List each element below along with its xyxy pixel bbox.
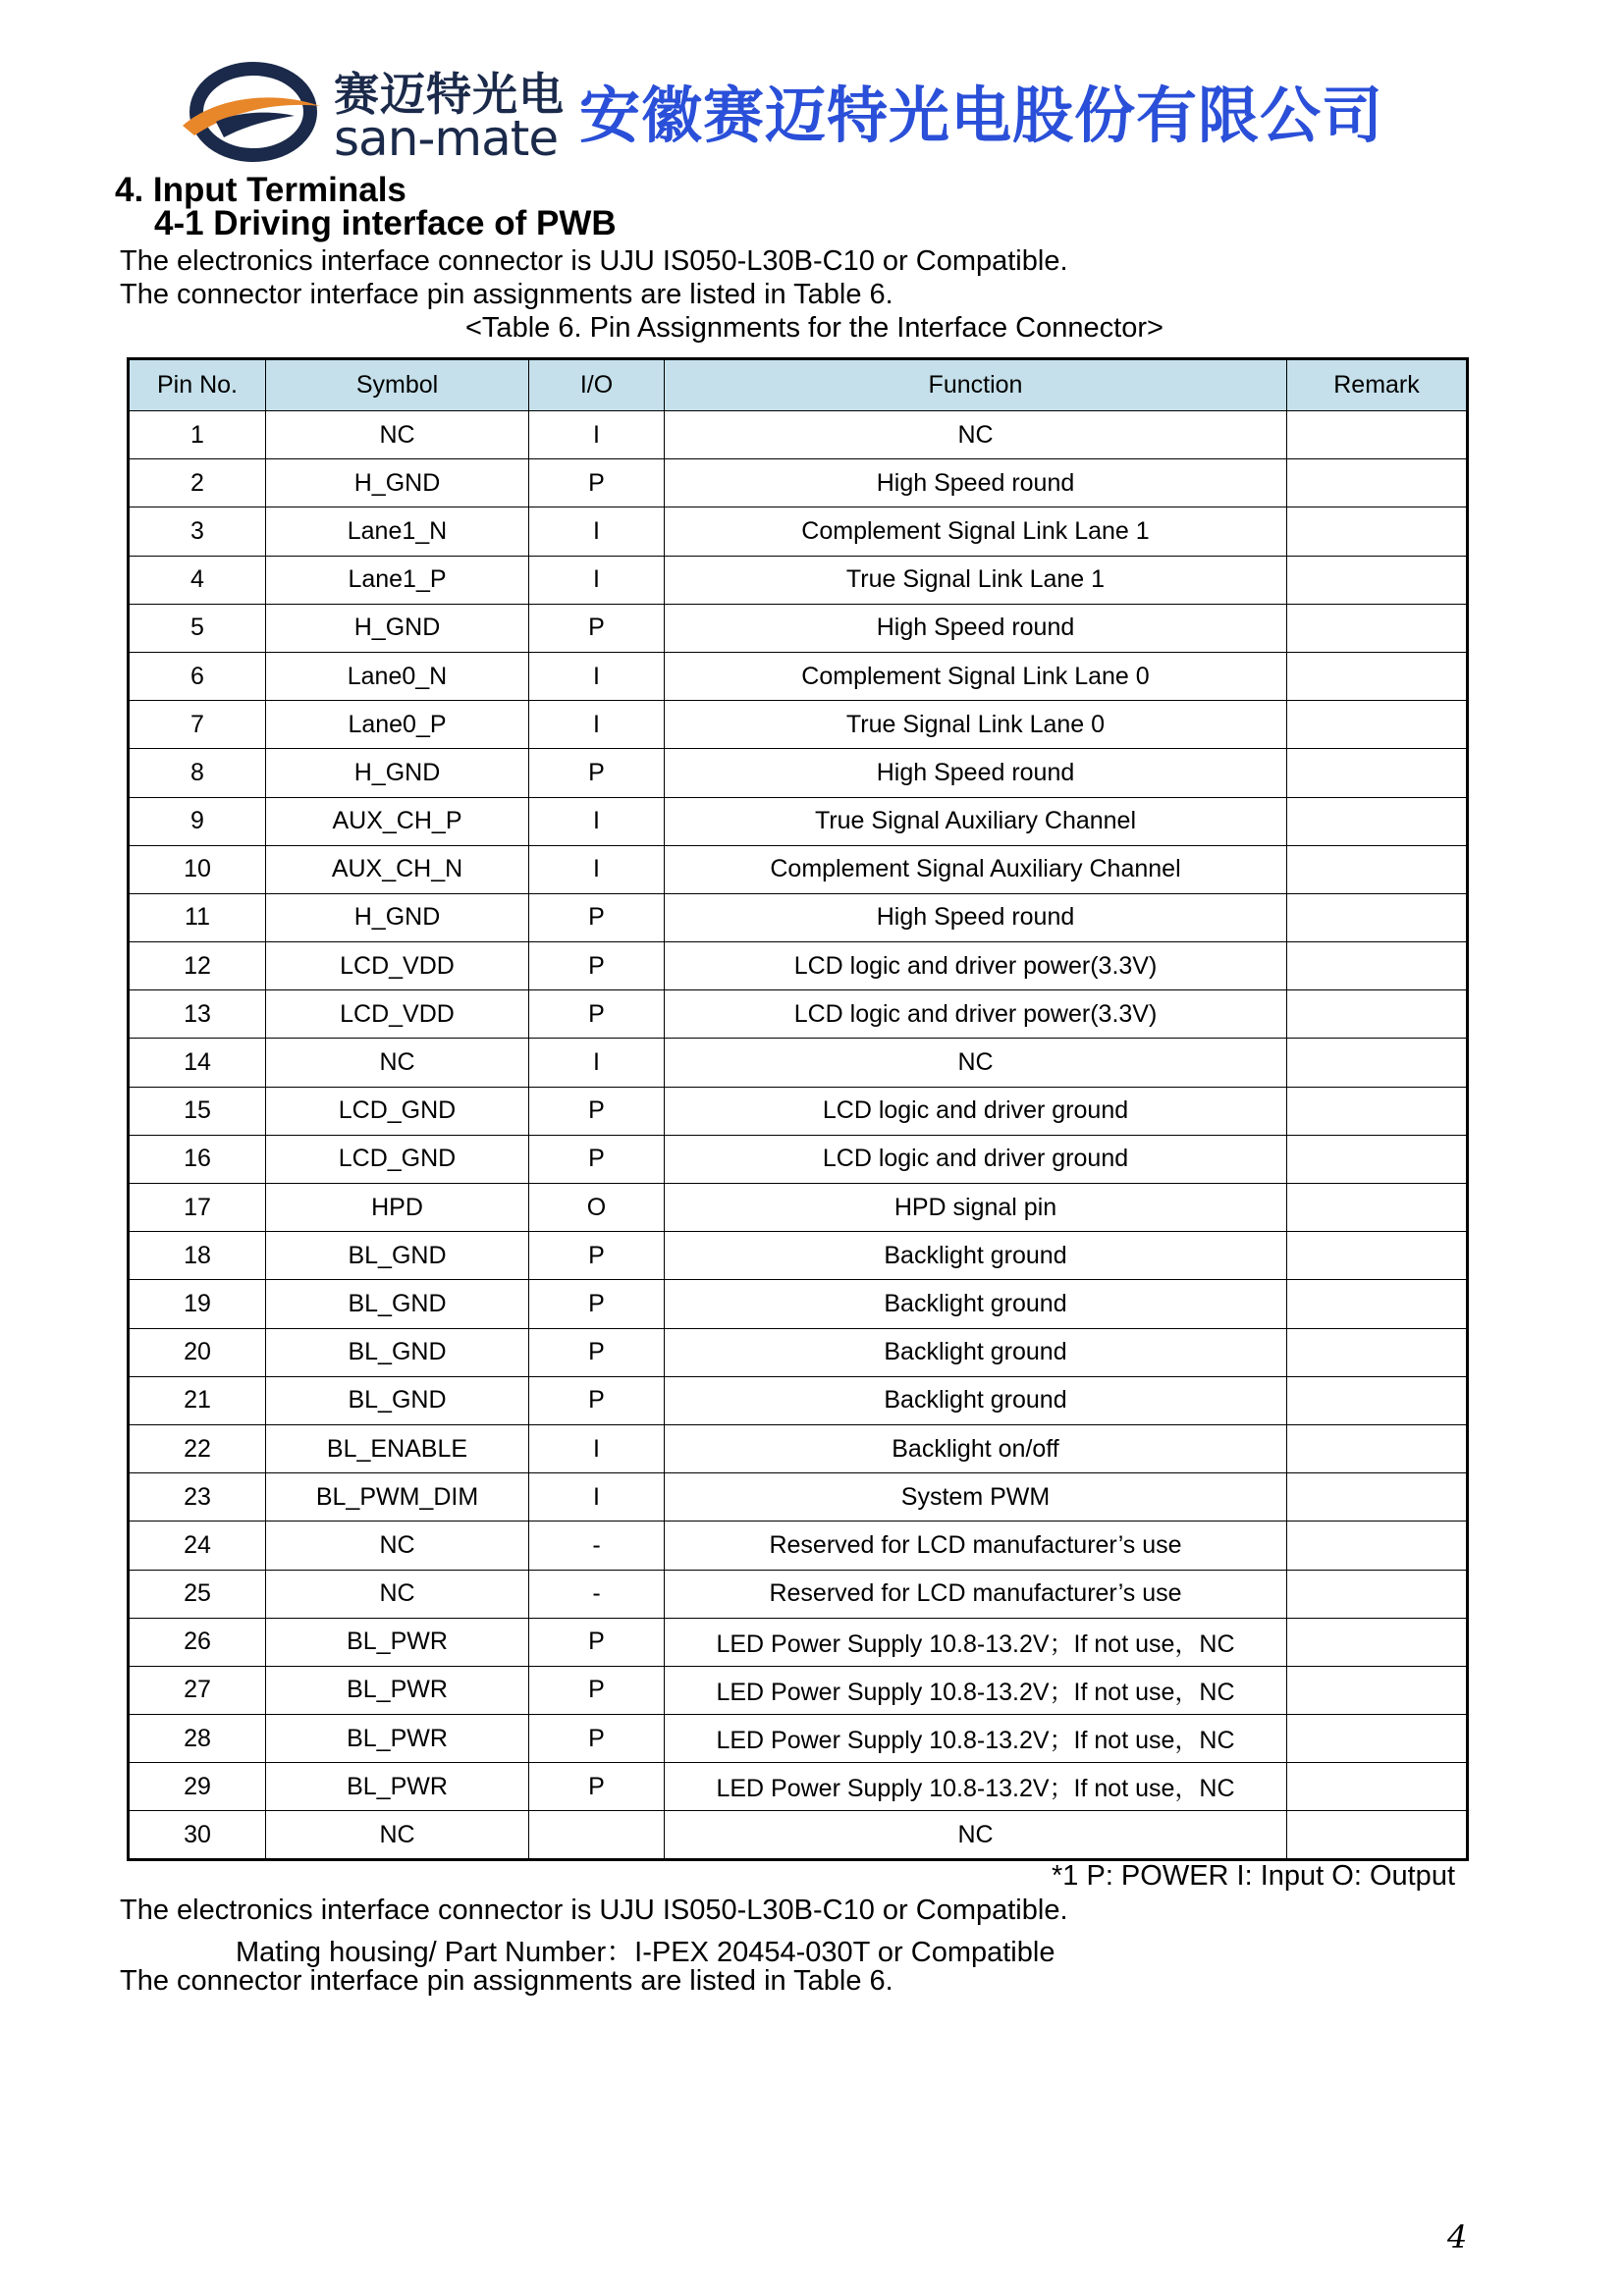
symbol-cell: LCD_GND <box>266 1135 529 1183</box>
io-cell: P <box>529 990 665 1039</box>
pin-no-cell: 19 <box>129 1280 266 1328</box>
pin-no-cell: 5 <box>129 604 266 652</box>
pin-no-cell: 4 <box>129 556 266 604</box>
function-cell: NC <box>665 411 1287 459</box>
io-cell: P <box>529 604 665 652</box>
table-row <box>129 556 1468 604</box>
symbol-cell: H_GND <box>266 459 529 507</box>
table-row <box>129 1473 1468 1522</box>
table-row <box>129 1522 1468 1570</box>
remark-cell <box>1287 1570 1468 1618</box>
function-cell: High Speed round <box>665 893 1287 941</box>
remark-cell <box>1287 749 1468 797</box>
io-cell: I <box>529 1039 665 1087</box>
header-remark: Remark <box>1287 359 1468 411</box>
table-row <box>129 1763 1468 1811</box>
io-cell: P <box>529 1376 665 1424</box>
table-row <box>129 845 1468 893</box>
logo-chinese-text: 赛迈特光电 <box>334 68 565 121</box>
header-io: I/O <box>529 359 665 411</box>
intro-paragraph-2: The connector interface pin assignments are listed in Table 6. <box>120 279 893 310</box>
io-cell: I <box>529 701 665 749</box>
remark-cell <box>1287 990 1468 1039</box>
table-row <box>129 1039 1468 1087</box>
san-mate-logo-icon <box>177 57 324 163</box>
pin-no-cell: 26 <box>129 1618 266 1666</box>
remark-cell <box>1287 1087 1468 1135</box>
pin-no-cell: 8 <box>129 749 266 797</box>
io-cell: P <box>529 1715 665 1763</box>
io-cell: I <box>529 652 665 700</box>
io-cell: P <box>529 1666 665 1714</box>
symbol-cell: H_GND <box>266 604 529 652</box>
function-cell: Backlight ground <box>665 1376 1287 1424</box>
remark-cell <box>1287 1763 1468 1811</box>
function-cell: LCD logic and driver ground <box>665 1087 1287 1135</box>
function-cell: LCD logic and driver power(3.3V) <box>665 942 1287 990</box>
table-row <box>129 1666 1468 1714</box>
header-pin-no: Pin No. <box>129 359 266 411</box>
table-row <box>129 1570 1468 1618</box>
table-caption: <Table 6. Pin Assignments for the Interface Connector> <box>465 312 1163 344</box>
remark-cell <box>1287 1280 1468 1328</box>
io-cell: - <box>529 1522 665 1570</box>
symbol-cell: HPD <box>266 1184 529 1232</box>
function-cell: Backlight ground <box>665 1280 1287 1328</box>
function-cell: Backlight ground <box>665 1328 1287 1376</box>
remark-cell <box>1287 1715 1468 1763</box>
io-cell: P <box>529 1135 665 1183</box>
remark-cell <box>1287 701 1468 749</box>
pin-no-cell: 22 <box>129 1424 266 1472</box>
table-header-row <box>129 359 1468 411</box>
footer-paragraph-1: The electronics interface connector is UJU IS050-L30B-C10 or Compatible. <box>120 1895 1068 1926</box>
function-cell: True Signal Auxiliary Channel <box>665 797 1287 845</box>
io-cell: I <box>529 411 665 459</box>
function-cell: LED Power Supply 10.8-13.2V；If not use，NC <box>665 1715 1287 1763</box>
table-row <box>129 1328 1468 1376</box>
io-cell: I <box>529 1473 665 1522</box>
header-function: Function <box>665 359 1287 411</box>
symbol-cell: NC <box>266 1570 529 1618</box>
symbol-cell: BL_PWM_DIM <box>266 1473 529 1522</box>
function-cell: High Speed round <box>665 459 1287 507</box>
pin-no-cell: 21 <box>129 1376 266 1424</box>
section-subtitle: 4-1 Driving interface of PWB <box>154 204 617 242</box>
header-symbol: Symbol <box>266 359 529 411</box>
table-row <box>129 652 1468 700</box>
remark-cell <box>1287 1328 1468 1376</box>
function-cell: NC <box>665 1811 1287 1859</box>
pin-no-cell: 29 <box>129 1763 266 1811</box>
pin-no-cell: 28 <box>129 1715 266 1763</box>
io-cell: P <box>529 1087 665 1135</box>
pin-no-cell: 9 <box>129 797 266 845</box>
symbol-cell: BL_GND <box>266 1232 529 1280</box>
table-row <box>129 1424 1468 1472</box>
symbol-cell: BL_ENABLE <box>266 1424 529 1472</box>
io-cell: I <box>529 1424 665 1472</box>
symbol-cell: BL_GND <box>266 1376 529 1424</box>
symbol-cell: BL_PWR <box>266 1763 529 1811</box>
pin-no-cell: 1 <box>129 411 266 459</box>
remark-cell <box>1287 1666 1468 1714</box>
pin-no-cell: 24 <box>129 1522 266 1570</box>
io-cell: P <box>529 459 665 507</box>
remark-cell <box>1287 556 1468 604</box>
remark-cell <box>1287 1473 1468 1522</box>
table-row <box>129 1232 1468 1280</box>
io-cell: O <box>529 1184 665 1232</box>
symbol-cell: NC <box>266 1811 529 1859</box>
symbol-cell: BL_PWR <box>266 1618 529 1666</box>
pin-no-cell: 11 <box>129 893 266 941</box>
pin-no-cell: 20 <box>129 1328 266 1376</box>
io-cell: P <box>529 1280 665 1328</box>
table-row <box>129 604 1468 652</box>
remark-cell <box>1287 893 1468 941</box>
function-cell: System PWM <box>665 1473 1287 1522</box>
table-row <box>129 1087 1468 1135</box>
function-cell: True Signal Link Lane 0 <box>665 701 1287 749</box>
function-cell: LED Power Supply 10.8-13.2V；If not use，NC <box>665 1763 1287 1811</box>
remark-cell <box>1287 1039 1468 1087</box>
remark-cell <box>1287 845 1468 893</box>
symbol-cell: LCD_VDD <box>266 942 529 990</box>
remark-cell <box>1287 797 1468 845</box>
company-name: 安徽赛迈特光电股份有限公司 <box>579 80 1384 151</box>
pin-no-cell: 30 <box>129 1811 266 1859</box>
table-row <box>129 1376 1468 1424</box>
function-cell: Backlight on/off <box>665 1424 1287 1472</box>
symbol-cell: BL_GND <box>266 1328 529 1376</box>
pin-no-cell: 17 <box>129 1184 266 1232</box>
symbol-cell: H_GND <box>266 749 529 797</box>
function-cell: LED Power Supply 10.8-13.2V；If not use，NC <box>665 1618 1287 1666</box>
io-cell: P <box>529 1232 665 1280</box>
symbol-cell: AUX_CH_P <box>266 797 529 845</box>
pin-no-cell: 15 <box>129 1087 266 1135</box>
io-cell: I <box>529 845 665 893</box>
symbol-cell: Lane1_P <box>266 556 529 604</box>
table-row <box>129 701 1468 749</box>
io-cell: P <box>529 942 665 990</box>
table-row <box>129 942 1468 990</box>
symbol-cell: BL_PWR <box>266 1715 529 1763</box>
function-cell: Reserved for LCD manufacturer’s use <box>665 1522 1287 1570</box>
pin-no-cell: 18 <box>129 1232 266 1280</box>
function-cell: Reserved for LCD manufacturer’s use <box>665 1570 1287 1618</box>
remark-cell <box>1287 1811 1468 1859</box>
symbol-cell: BL_PWR <box>266 1666 529 1714</box>
function-cell: LCD logic and driver ground <box>665 1135 1287 1183</box>
page-number: 4 <box>1447 2218 1468 2256</box>
symbol-cell: AUX_CH_N <box>266 845 529 893</box>
symbol-cell: NC <box>266 1522 529 1570</box>
io-cell: P <box>529 749 665 797</box>
io-cell: - <box>529 1570 665 1618</box>
symbol-cell: BL_GND <box>266 1280 529 1328</box>
table-row <box>129 797 1468 845</box>
function-cell: Backlight ground <box>665 1232 1287 1280</box>
function-cell: High Speed round <box>665 749 1287 797</box>
table-row <box>129 1811 1468 1859</box>
table-row <box>129 507 1468 556</box>
remark-cell <box>1287 1135 1468 1183</box>
pin-no-cell: 14 <box>129 1039 266 1087</box>
symbol-cell: Lane0_N <box>266 652 529 700</box>
pin-no-cell: 3 <box>129 507 266 556</box>
function-cell: High Speed round <box>665 604 1287 652</box>
pin-no-cell: 23 <box>129 1473 266 1522</box>
table-row <box>129 1280 1468 1328</box>
io-cell <box>529 1811 665 1859</box>
remark-cell <box>1287 1522 1468 1570</box>
io-cell: P <box>529 893 665 941</box>
symbol-cell: LCD_GND <box>266 1087 529 1135</box>
remark-cell <box>1287 1618 1468 1666</box>
symbol-cell: Lane0_P <box>266 701 529 749</box>
symbol-cell: NC <box>266 1039 529 1087</box>
table-row <box>129 990 1468 1039</box>
table-row <box>129 411 1468 459</box>
function-cell: Complement Signal Auxiliary Channel <box>665 845 1287 893</box>
io-legend-note: *1 P: POWER I: Input O: Output <box>1052 1860 1455 1892</box>
pin-assignment-table <box>127 357 1469 1861</box>
pin-no-cell: 16 <box>129 1135 266 1183</box>
table-row <box>129 459 1468 507</box>
function-cell: True Signal Link Lane 1 <box>665 556 1287 604</box>
pin-no-cell: 10 <box>129 845 266 893</box>
symbol-cell: H_GND <box>266 893 529 941</box>
io-cell: I <box>529 797 665 845</box>
function-cell: Complement Signal Link Lane 0 <box>665 652 1287 700</box>
section-title: 4. Input Terminals <box>115 171 406 209</box>
logo-english-text: san-mate <box>334 110 559 167</box>
pin-no-cell: 2 <box>129 459 266 507</box>
pin-no-cell: 7 <box>129 701 266 749</box>
remark-cell <box>1287 459 1468 507</box>
table-row <box>129 1715 1468 1763</box>
pin-no-cell: 6 <box>129 652 266 700</box>
function-cell: LED Power Supply 10.8-13.2V；If not use，NC <box>665 1666 1287 1714</box>
function-cell: HPD signal pin <box>665 1184 1287 1232</box>
symbol-cell: NC <box>266 411 529 459</box>
table-row <box>129 1184 1468 1232</box>
io-cell: P <box>529 1618 665 1666</box>
document-header <box>169 51 1396 169</box>
symbol-cell: LCD_VDD <box>266 990 529 1039</box>
footer-paragraph-3: The connector interface pin assignments are listed in Table 6. <box>120 1965 893 1997</box>
remark-cell <box>1287 652 1468 700</box>
pin-no-cell: 13 <box>129 990 266 1039</box>
io-cell: P <box>529 1763 665 1811</box>
remark-cell <box>1287 604 1468 652</box>
remark-cell <box>1287 507 1468 556</box>
remark-cell <box>1287 1424 1468 1472</box>
function-cell: Complement Signal Link Lane 1 <box>665 507 1287 556</box>
footer-paragraph-2: Mating housing/ Part Number：I-PEX 20454-030T or Compatible <box>236 1937 1055 1968</box>
io-cell: P <box>529 1328 665 1376</box>
remark-cell <box>1287 1232 1468 1280</box>
function-cell: LCD logic and driver power(3.3V) <box>665 990 1287 1039</box>
io-cell: I <box>529 556 665 604</box>
remark-cell <box>1287 942 1468 990</box>
remark-cell <box>1287 411 1468 459</box>
table-row <box>129 893 1468 941</box>
pin-no-cell: 27 <box>129 1666 266 1714</box>
remark-cell <box>1287 1376 1468 1424</box>
table-row <box>129 749 1468 797</box>
symbol-cell: Lane1_N <box>266 507 529 556</box>
io-cell: I <box>529 507 665 556</box>
remark-cell <box>1287 1184 1468 1232</box>
intro-paragraph-1: The electronics interface connector is UJU IS050-L30B-C10 or Compatible. <box>120 245 1068 277</box>
table-row <box>129 1618 1468 1666</box>
pin-no-cell: 12 <box>129 942 266 990</box>
pin-no-cell: 25 <box>129 1570 266 1618</box>
table-row <box>129 1135 1468 1183</box>
function-cell: NC <box>665 1039 1287 1087</box>
